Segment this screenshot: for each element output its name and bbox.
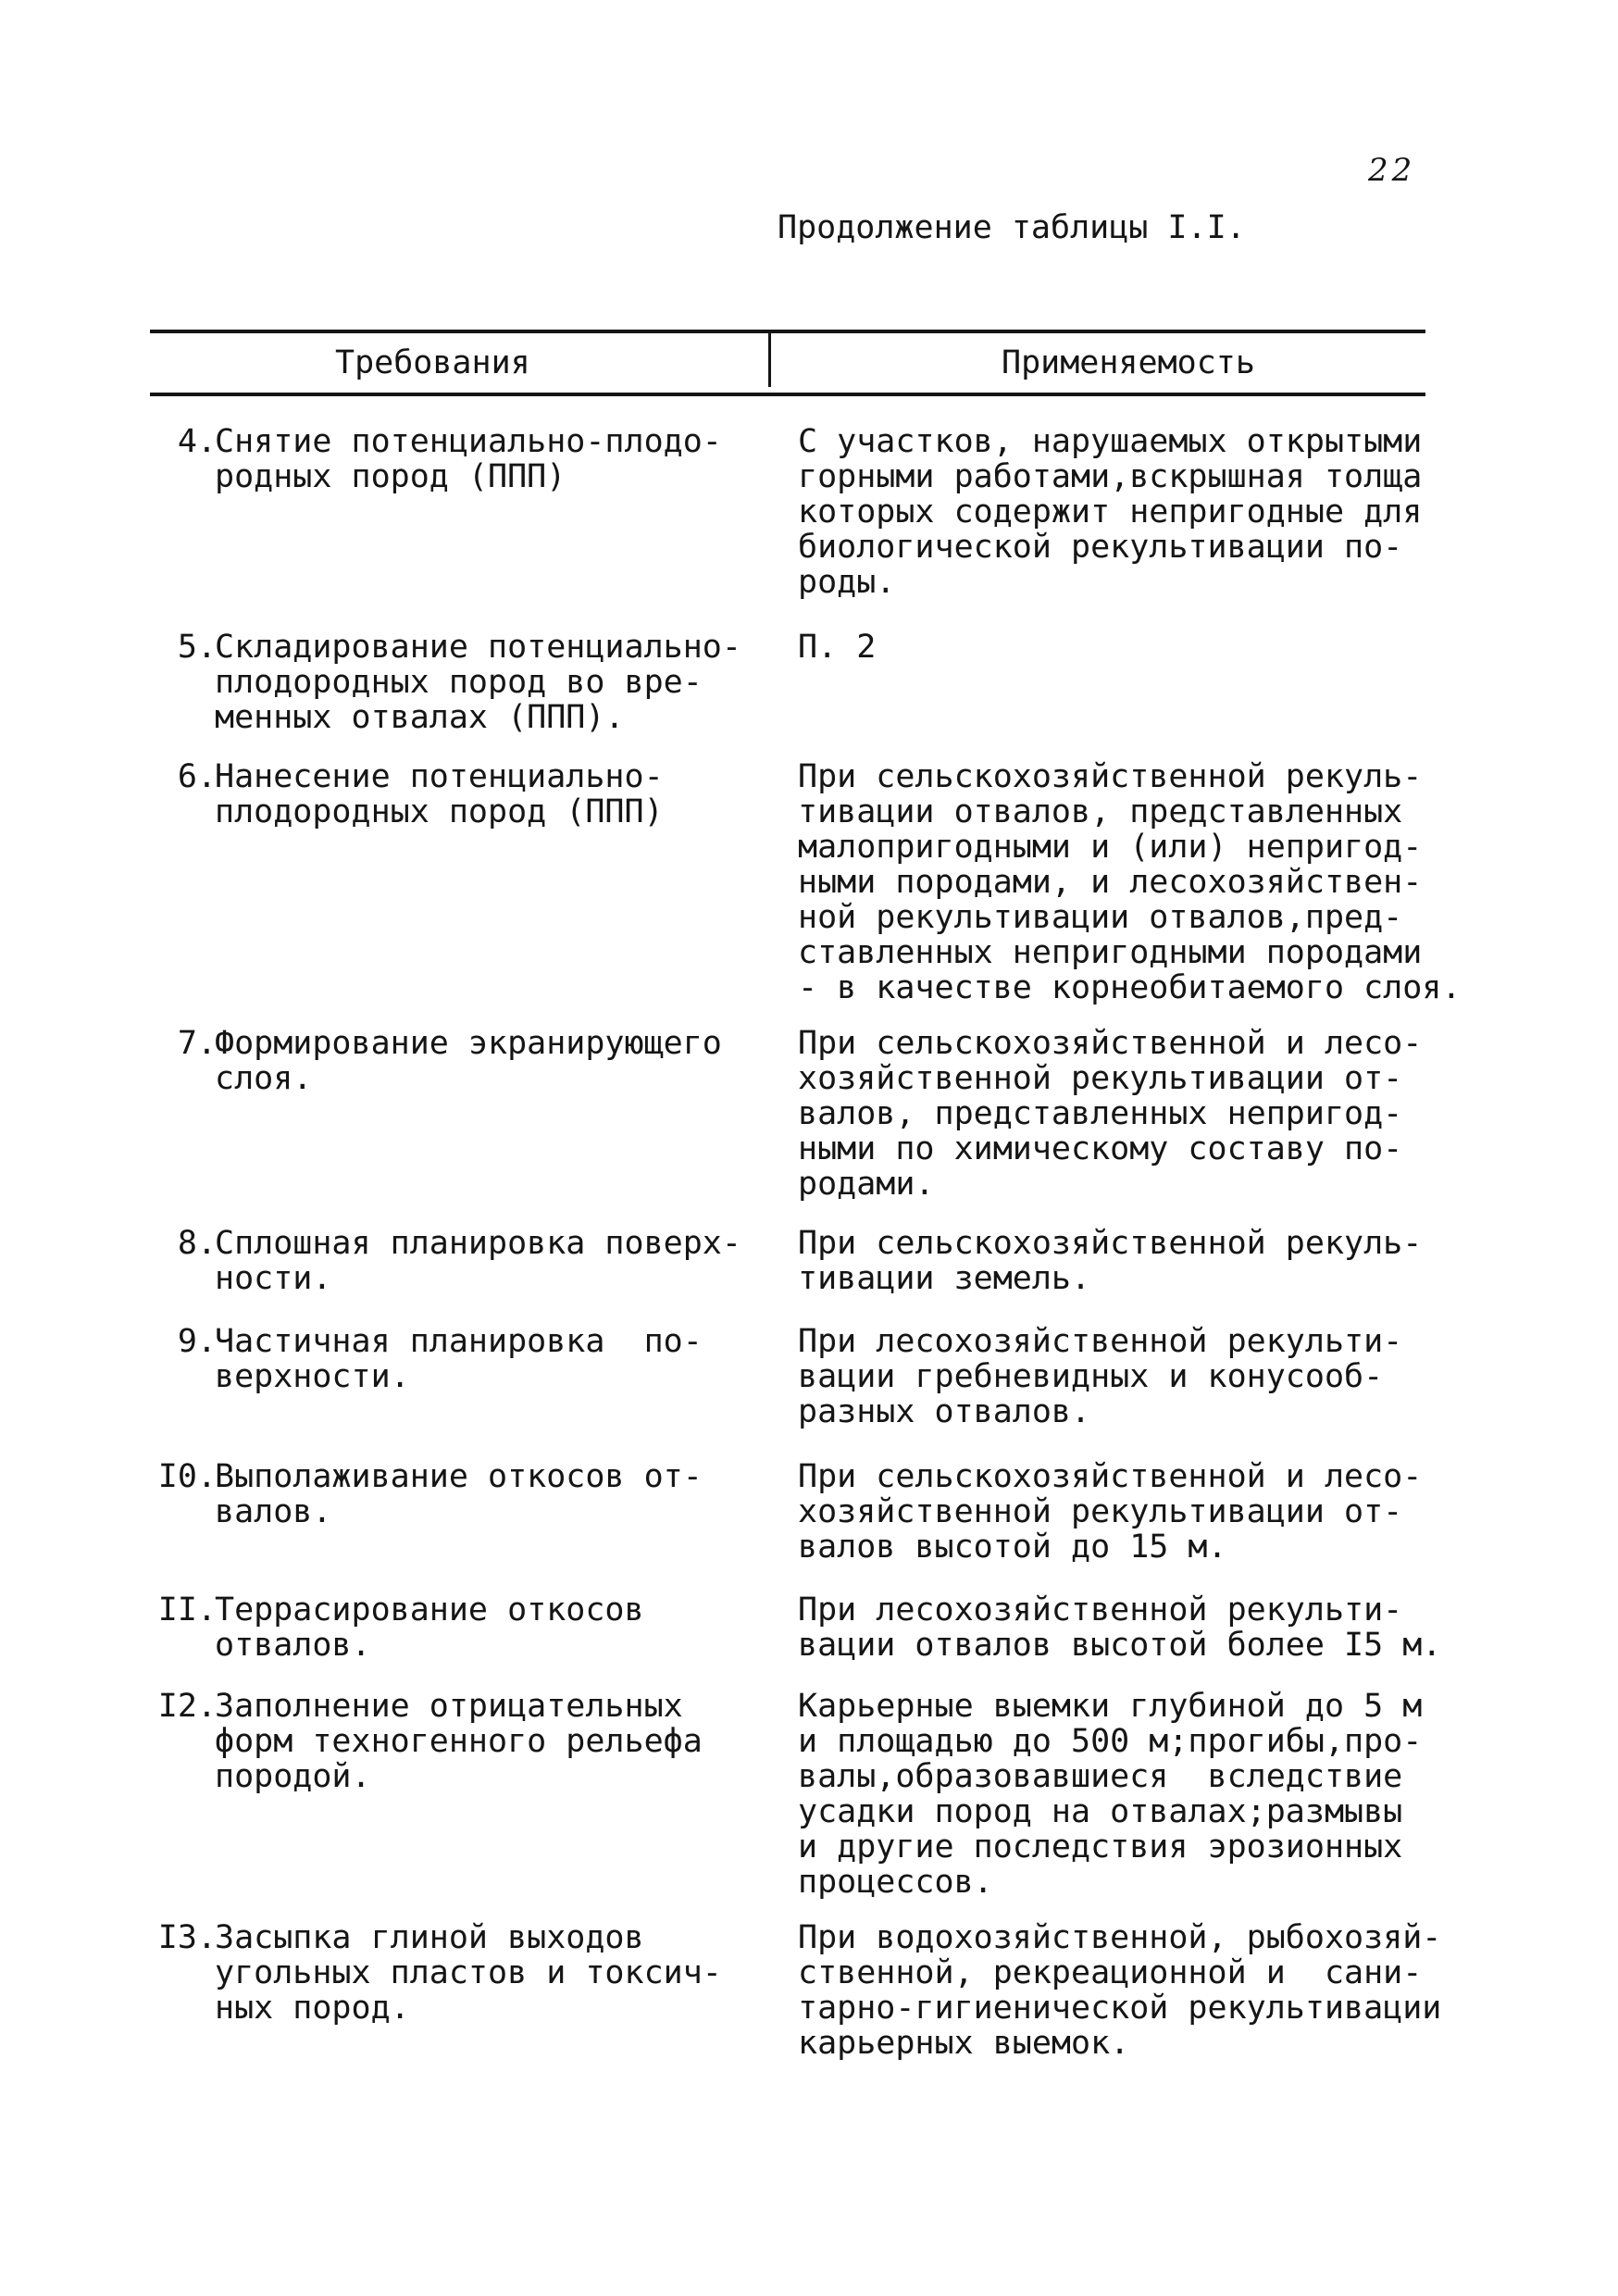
requirement-cell: Заполнение отрицательных форм техногенного рельефа породой. [215,1688,703,1795]
row-number: I2. [157,1688,217,1725]
applicability-cell: При водохозяйственной, рыбохозяй- ственной, рекреационной и сани- тарно-гигиенической рекультивации карьерных выемок. [798,1919,1442,2062]
requirement-cell: Нанесение потенциально- плодородных пород (ППП) [215,758,664,830]
header-requirements: Требования [335,344,530,381]
row-number: 8. [177,1225,217,1262]
row-number: 4. [177,423,217,460]
requirement-cell: Террасирование откосов отвалов. [215,1591,644,1664]
requirement-cell: Снятие потенциально-плодо- родных пород (ППП) [215,423,722,495]
header-applicability: Применяемость [1002,344,1255,381]
applicability-cell: С участков, нарушаемых открытыми горными работами,вскрышная толща которых содержит непригодные для биологической рекультивации по- роды. [798,423,1423,601]
row-number: I0. [157,1458,217,1495]
header-bottom-rule [150,393,1425,396]
page-number: 22 [1368,152,1416,189]
applicability-cell: При лесохозяйственной рекульти- вации отвалов высотой более I5 м. [798,1591,1442,1664]
column-separator [768,330,771,387]
requirement-cell: Частичная планировка по- верхности. [215,1323,703,1395]
applicability-cell: При сельскохозяйственной и лесо- хозяйственной рекультивации от- валов, представленных непригод- ными по химическому составу по- родами. [798,1025,1423,1203]
requirement-cell: Засыпка глиной выходов угольных пластов и токсич- ных пород. [215,1919,722,2027]
requirement-cell: Выполаживание откосов от- валов. [215,1458,703,1530]
row-number: 9. [177,1323,217,1360]
applicability-cell: При сельскохозяйственной рекуль- тивации отвалов, представленных малопригодными и (или) непригод- ными породами, и лесохозяйствен- ной рекультивации отвалов,пред- ставленных непригодными породами - в качестве корнеобитаемого слоя. [798,758,1462,1006]
row-number: 7. [177,1025,217,1062]
row-number: I3. [157,1919,217,1956]
table-header [150,330,1425,396]
applicability-cell: Карьерные выемки глубиной до 5 м и площадью до 500 м;прогибы,про- валы,образовавшиеся вследствие усадки пород на отвалах;размывы и другие последствия эрозионных процессов. [798,1688,1423,1901]
row-number: II. [157,1591,217,1628]
requirement-cell: Складирование потенциально- плодородных пород во вре- менных отвалах (ППП). [215,629,741,736]
header-top-rule [150,330,1425,333]
requirement-cell: Сплошная планировка поверх- ности. [215,1225,741,1297]
applicability-cell: При сельскохозяйственной и лесо- хозяйственной рекультивации от- валов высотой до 15 м. [798,1458,1423,1566]
requirement-cell: Формирование экранирующего слоя. [215,1025,722,1097]
applicability-cell: При сельскохозяйственной рекуль- тивации земель. [798,1225,1423,1297]
applicability-cell: При лесохозяйственной рекульти- вации гребневидных и конусооб- разных отвалов. [798,1323,1403,1430]
table-caption: Продолжение таблицы I.I. [778,209,1246,246]
row-number: 6. [177,758,217,795]
applicability-cell: П. 2 [798,629,877,666]
row-number: 5. [177,629,217,666]
